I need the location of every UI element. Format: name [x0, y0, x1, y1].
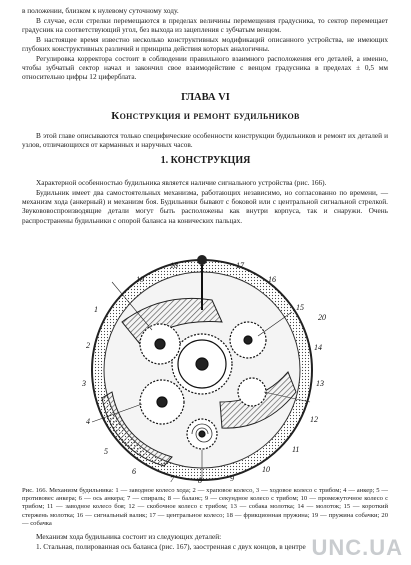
- paragraph-top-2: В случае, если стрелки перемещаются в пределах величины перемещения градусника, то сектор перемещает градусник на соответствующий угол, без выхода из зацепления с зубчатым венцом.: [22, 16, 388, 35]
- escape-arbor: [244, 336, 252, 344]
- paragraph-top-3: В настоящее время известно несколько конструктивных модификаций описанного устройства, не имеющих глубоких конструктивных различий и принципа действия которых аналогичны.: [22, 35, 388, 54]
- label-5: 5: [104, 447, 108, 456]
- label-12: 12: [310, 415, 318, 424]
- label-20: 20: [318, 313, 326, 322]
- label-15: 15: [296, 303, 304, 312]
- intro-paragraph: В этой главе описываются только специфические особенности конструкции будильников и ремонт их деталей и узлов, отличающихся от карманных и наручных часов.: [22, 131, 388, 150]
- section-paragraph-1: Характерной особенностью будильника является наличие сигнального устройства (рис. 166).: [36, 178, 327, 187]
- label-1: 1: [94, 305, 98, 314]
- label-19: 19: [136, 275, 144, 284]
- chapter-subtitle: Конструкция и ремонт будильников: [111, 110, 300, 122]
- label-14: 14: [314, 343, 322, 352]
- center-arbor: [196, 358, 208, 370]
- label-7: 7: [170, 475, 174, 484]
- after-caption-1: Механизм хода будильника состоит из следующих деталей:: [36, 532, 222, 541]
- label-8: 8: [198, 476, 202, 484]
- label-6: 6: [132, 467, 136, 476]
- alarm-arbor: [157, 397, 167, 407]
- figure-caption: Рис. 166. Механизм будильника: 1 — заводное колесо хода; 2 — храповое колесо, 3 — ходовое колесо с трибом; 4 — анкер; 5 — противовес анкера; 6 — ось анкера; 7 — спираль; 8 — баланс; 9 — секундное колесо с трибом; 10 — промежуточное колесо с трибом; 11 — заводное колесо боя; 12 — скобочное колесо с трибом; 13 — собака молотка; 14 — молоток; 15 — короткий стержень молотка; 16 — сигнальный валик; 17 — центральное колесо; 18 — фрикционная пружина; 19 — пружина собачки; 20 — собачка: [22, 487, 388, 527]
- second-wheel: [238, 378, 266, 406]
- after-caption-2: 1. Стальная, полированная ось баланса (рис. 167), заостренная с двух концов, в центре: [36, 542, 306, 551]
- winding-arbor: [155, 339, 165, 349]
- label-16: 16: [268, 275, 276, 284]
- alarm-clock-mechanism-figure: [52, 252, 352, 484]
- label-18: 18: [170, 261, 178, 270]
- label-9: 9: [230, 474, 234, 483]
- label-13: 13: [316, 379, 324, 388]
- paragraph-top-1: в положении, близком к нулевому суточному ходу.: [22, 6, 179, 15]
- label-11: 11: [292, 445, 300, 454]
- label-4: 4: [86, 417, 90, 426]
- label-3: 3: [82, 379, 86, 388]
- label-17: 17: [236, 261, 244, 270]
- watermark-logo: UNC.UA: [311, 535, 403, 560]
- chapter-title: ГЛАВА VI: [181, 92, 230, 103]
- section-paragraph-2: Будильник имеет два самостоятельных механизма, работающих независимо, но согласованно по времени, — механизм хода (анкерный) и механизм боя. Будильники бывают с боковой или с центральной сигнальной стрелкой. Звукововоспроизводящие детали могут быть расположены как внутри корпуса, так и снаружи. Очень распространены будильники с опорой баланса на конических пальцах.: [22, 188, 388, 225]
- paragraph-top-4: Регулировка корректора состоит в соблюдении правильного взаимного расположения его деталей, а именно, чтобы зубчатый сектор начал и закончил свое взаимодействие с венцом градусника в пределах ± 0,5 мм относительно цифры 12 циферблата.: [22, 54, 388, 82]
- section-title: 1. КОНСТРУКЦИЯ: [160, 155, 251, 166]
- hammer-head: [197, 255, 207, 265]
- balance-staff: [199, 431, 205, 437]
- mechanism-drawing: [52, 252, 352, 484]
- label-2: 2: [86, 341, 90, 350]
- label-10: 10: [262, 465, 270, 474]
